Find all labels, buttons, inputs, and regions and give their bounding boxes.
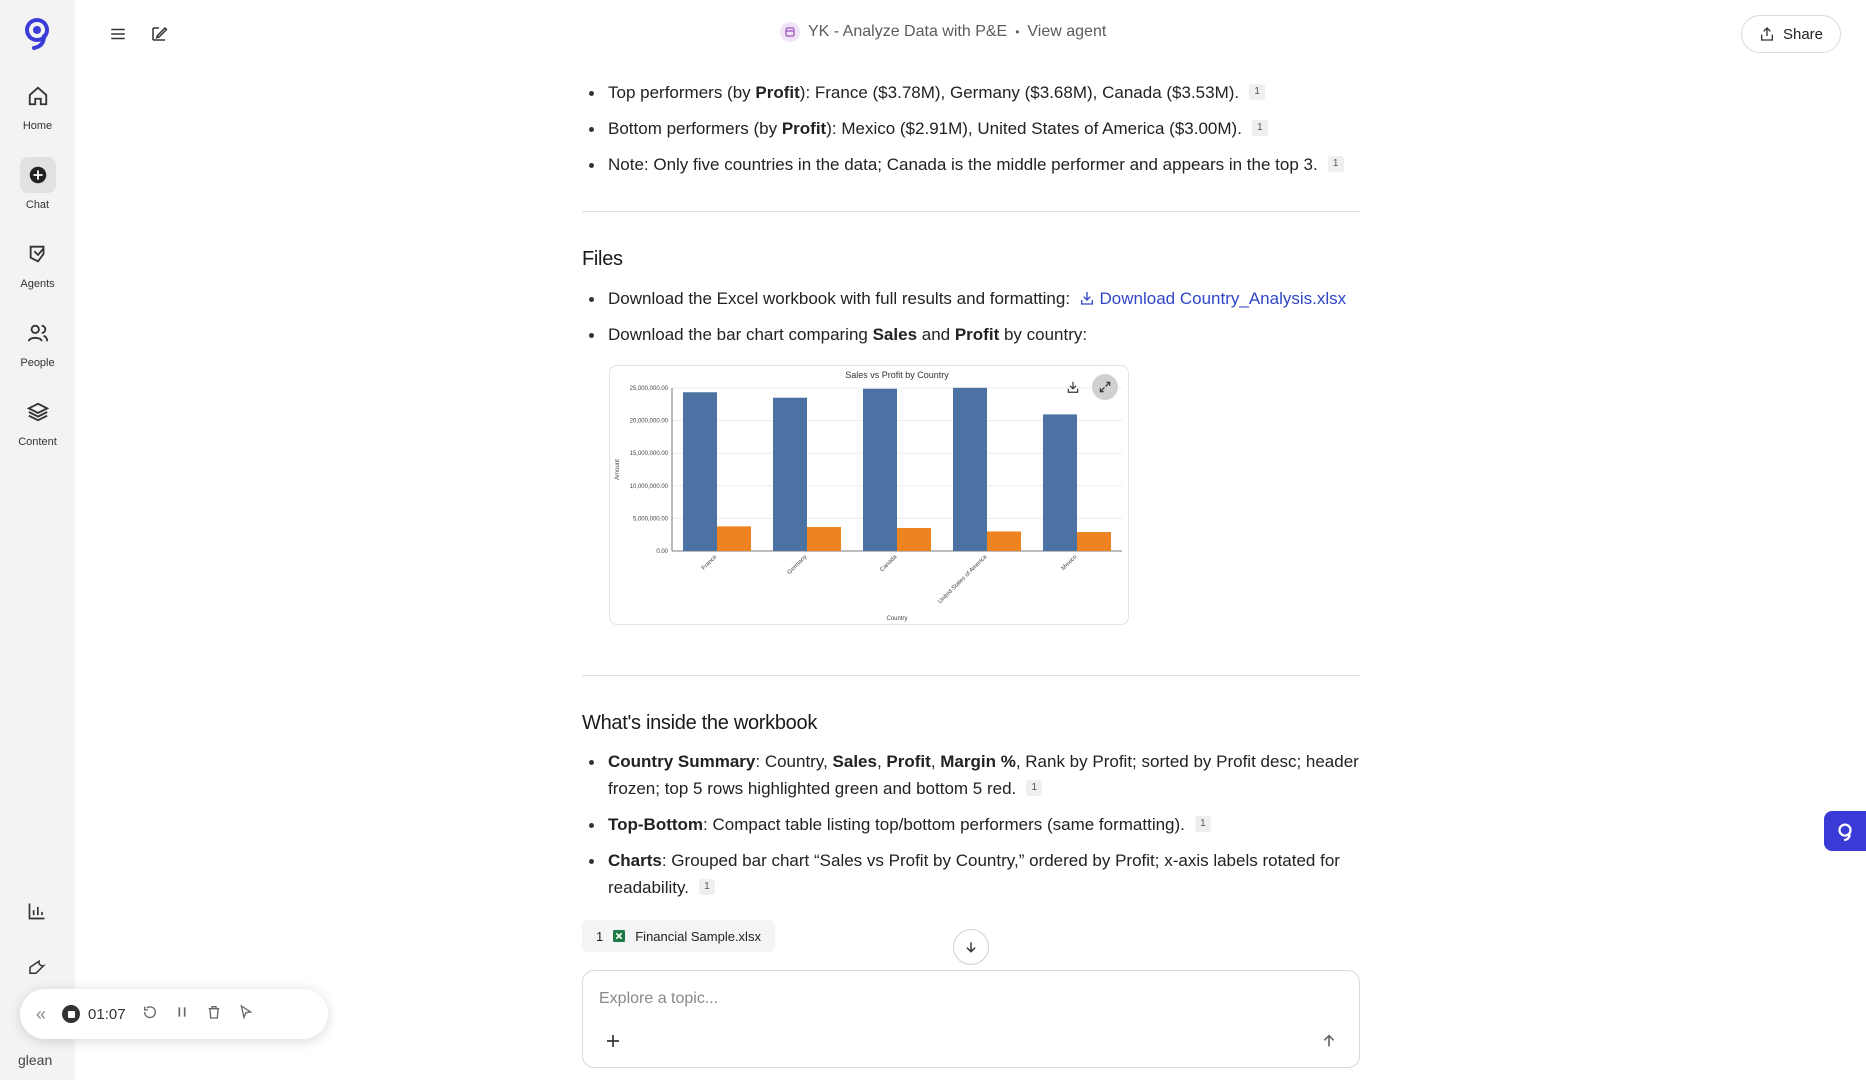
view-agent-link[interactable]: View agent [1027, 23, 1107, 40]
bar-sales-france [683, 392, 717, 551]
recording-timer [62, 1005, 126, 1023]
y-tick-label: 25,000,000.00 [629, 386, 668, 392]
y-tick-label: 0.00 [656, 549, 668, 555]
citation-badge[interactable]: 1 [1252, 120, 1268, 136]
x-axis-label: Country [886, 616, 908, 622]
collapse-icon[interactable]: « [36, 1003, 47, 1024]
sidebar-item-label: Chat [25, 199, 50, 211]
menu-icon[interactable] [104, 20, 132, 48]
brand-wordmark: glean [18, 1052, 53, 1068]
citation-badge[interactable]: 1 [699, 879, 715, 895]
y-axis-label: Amount [615, 459, 621, 480]
page-title [780, 22, 1106, 42]
x-tick-label: United States of America [937, 554, 989, 606]
y-tick-label: 15,000,000.00 [629, 451, 668, 458]
chat-input[interactable] [599, 985, 1299, 1013]
divider [582, 211, 1360, 212]
x-tick-label: Germany [786, 554, 809, 576]
citation-badge[interactable]: 1 [1195, 816, 1211, 832]
arrow-down-icon [964, 940, 978, 954]
content-icon [20, 394, 56, 430]
glean-logo-icon[interactable] [22, 14, 52, 50]
bar-profit-france [717, 526, 751, 551]
restart-icon[interactable] [142, 1004, 158, 1024]
x-tick-label: France [700, 554, 719, 572]
recording-toolbar [20, 989, 328, 1039]
y-tick-label: 20,000,000.00 [629, 418, 668, 425]
wrench-icon[interactable] [22, 951, 52, 981]
pointer-icon[interactable] [238, 1004, 254, 1024]
download-excel-link[interactable]: Download Country_Analysis.xlsx [1099, 289, 1347, 308]
stop-recording-icon[interactable] [62, 1005, 80, 1023]
sidebar-item-people[interactable] [0, 315, 75, 369]
trash-icon[interactable] [206, 1004, 222, 1024]
bar-chart [610, 366, 1129, 625]
agents-icon [20, 236, 56, 272]
sidebar-item-label: Content [18, 436, 57, 448]
people-icon [20, 315, 56, 351]
add-attachment-icon[interactable] [601, 1029, 625, 1053]
bar-sales-united-states-of-america [953, 388, 987, 551]
divider [582, 675, 1360, 676]
citation-badge[interactable]: 1 [1249, 84, 1265, 100]
glean-assistant-button[interactable] [1824, 811, 1866, 851]
chart-expand-icon[interactable] [1092, 374, 1118, 400]
bar-sales-germany [773, 398, 807, 551]
download-icon [1079, 290, 1095, 306]
excel-icon [611, 928, 627, 944]
analytics-icon[interactable] [22, 896, 52, 926]
list-item: Note: Only five countries in the data; Canada is the middle performer and appears in the top 3. 1 [582, 151, 1344, 178]
list-item: Top performers (by Profit): France ($3.78M), Germany ($3.68M), Canada ($3.53M). 1 [582, 79, 1344, 106]
bar-sales-mexico [1043, 414, 1077, 551]
workbook-heading: What's inside the workbook [582, 712, 818, 734]
files-heading: Files [582, 248, 623, 270]
bar-sales-canada [863, 389, 897, 551]
agent-icon [780, 22, 800, 42]
sidebar-item-label: Agents [20, 278, 55, 290]
list-item: Top-Bottom: Compact table listing top/bottom performers (same formatting). 1 [582, 811, 1360, 838]
chart-download-icon[interactable] [1060, 374, 1086, 400]
chart-image[interactable] [609, 365, 1129, 625]
files-list [582, 285, 1346, 348]
x-tick-label: Canada [879, 554, 899, 574]
agent-name: YK - Analyze Data with P&E [808, 23, 1008, 40]
bar-profit-germany [807, 527, 841, 551]
new-chat-icon[interactable] [145, 20, 173, 48]
share-icon [1759, 26, 1775, 42]
sidebar-item-label: Home [22, 120, 53, 132]
share-button[interactable] [1741, 15, 1841, 53]
summary-list [582, 79, 1344, 178]
bar-profit-mexico [1077, 532, 1111, 551]
send-icon[interactable] [1317, 1029, 1341, 1053]
scroll-down-button[interactable] [953, 929, 989, 965]
sidebar-item-home[interactable] [0, 78, 75, 132]
chart-title: Sales vs Profit by Country [845, 370, 949, 380]
recording-time: 01:07 [88, 1005, 126, 1023]
title-separator: • [1015, 25, 1020, 39]
chat-icon [20, 157, 56, 193]
x-tick-label: Mexico [1060, 554, 1079, 572]
workbook-list [582, 748, 1360, 901]
citation-badge[interactable]: 1 [1026, 780, 1042, 796]
pause-icon[interactable] [174, 1004, 190, 1024]
citation-badge[interactable]: 1 [1328, 156, 1344, 172]
sidebar-item-agents[interactable] [0, 236, 75, 290]
list-item: Download the Excel workbook with full results and formatting: Download Country_Analysis.xlsx [582, 285, 1346, 312]
home-icon [20, 78, 56, 114]
y-tick-label: 10,000,000.00 [629, 483, 668, 490]
composer [582, 970, 1360, 1068]
list-item: Download the bar chart comparing Sales and Profit by country: [582, 321, 1346, 348]
list-item: Country Summary: Country, Sales, Profit, Margin %, Rank by Profit; sorted by Profit desc; header frozen; top 5 rows highlighted green and bottom 5 red. 1 [582, 748, 1360, 802]
glean-icon [1834, 820, 1856, 842]
list-item: Charts: Grouped bar chart “Sales vs Profit by Country,” ordered by Profit; x-axis labels rotated for readability. 1 [582, 847, 1360, 901]
source-index: 1 [596, 928, 604, 944]
list-item: Bottom performers (by Profit): Mexico ($2.91M), United States of America ($3.00M). 1 [582, 115, 1344, 142]
y-tick-label: 5,000,000.00 [632, 516, 668, 523]
source-chip[interactable] [582, 920, 775, 952]
share-label: Share [1782, 25, 1824, 43]
sidebar-item-label: People [20, 357, 55, 369]
bar-profit-united-states-of-america [987, 531, 1021, 551]
source-filename: Financial Sample.xlsx [635, 928, 761, 944]
sidebar-item-content[interactable] [0, 394, 75, 448]
sidebar-item-chat[interactable] [0, 157, 75, 211]
bar-profit-canada [897, 528, 931, 551]
sidebar [0, 0, 75, 1080]
